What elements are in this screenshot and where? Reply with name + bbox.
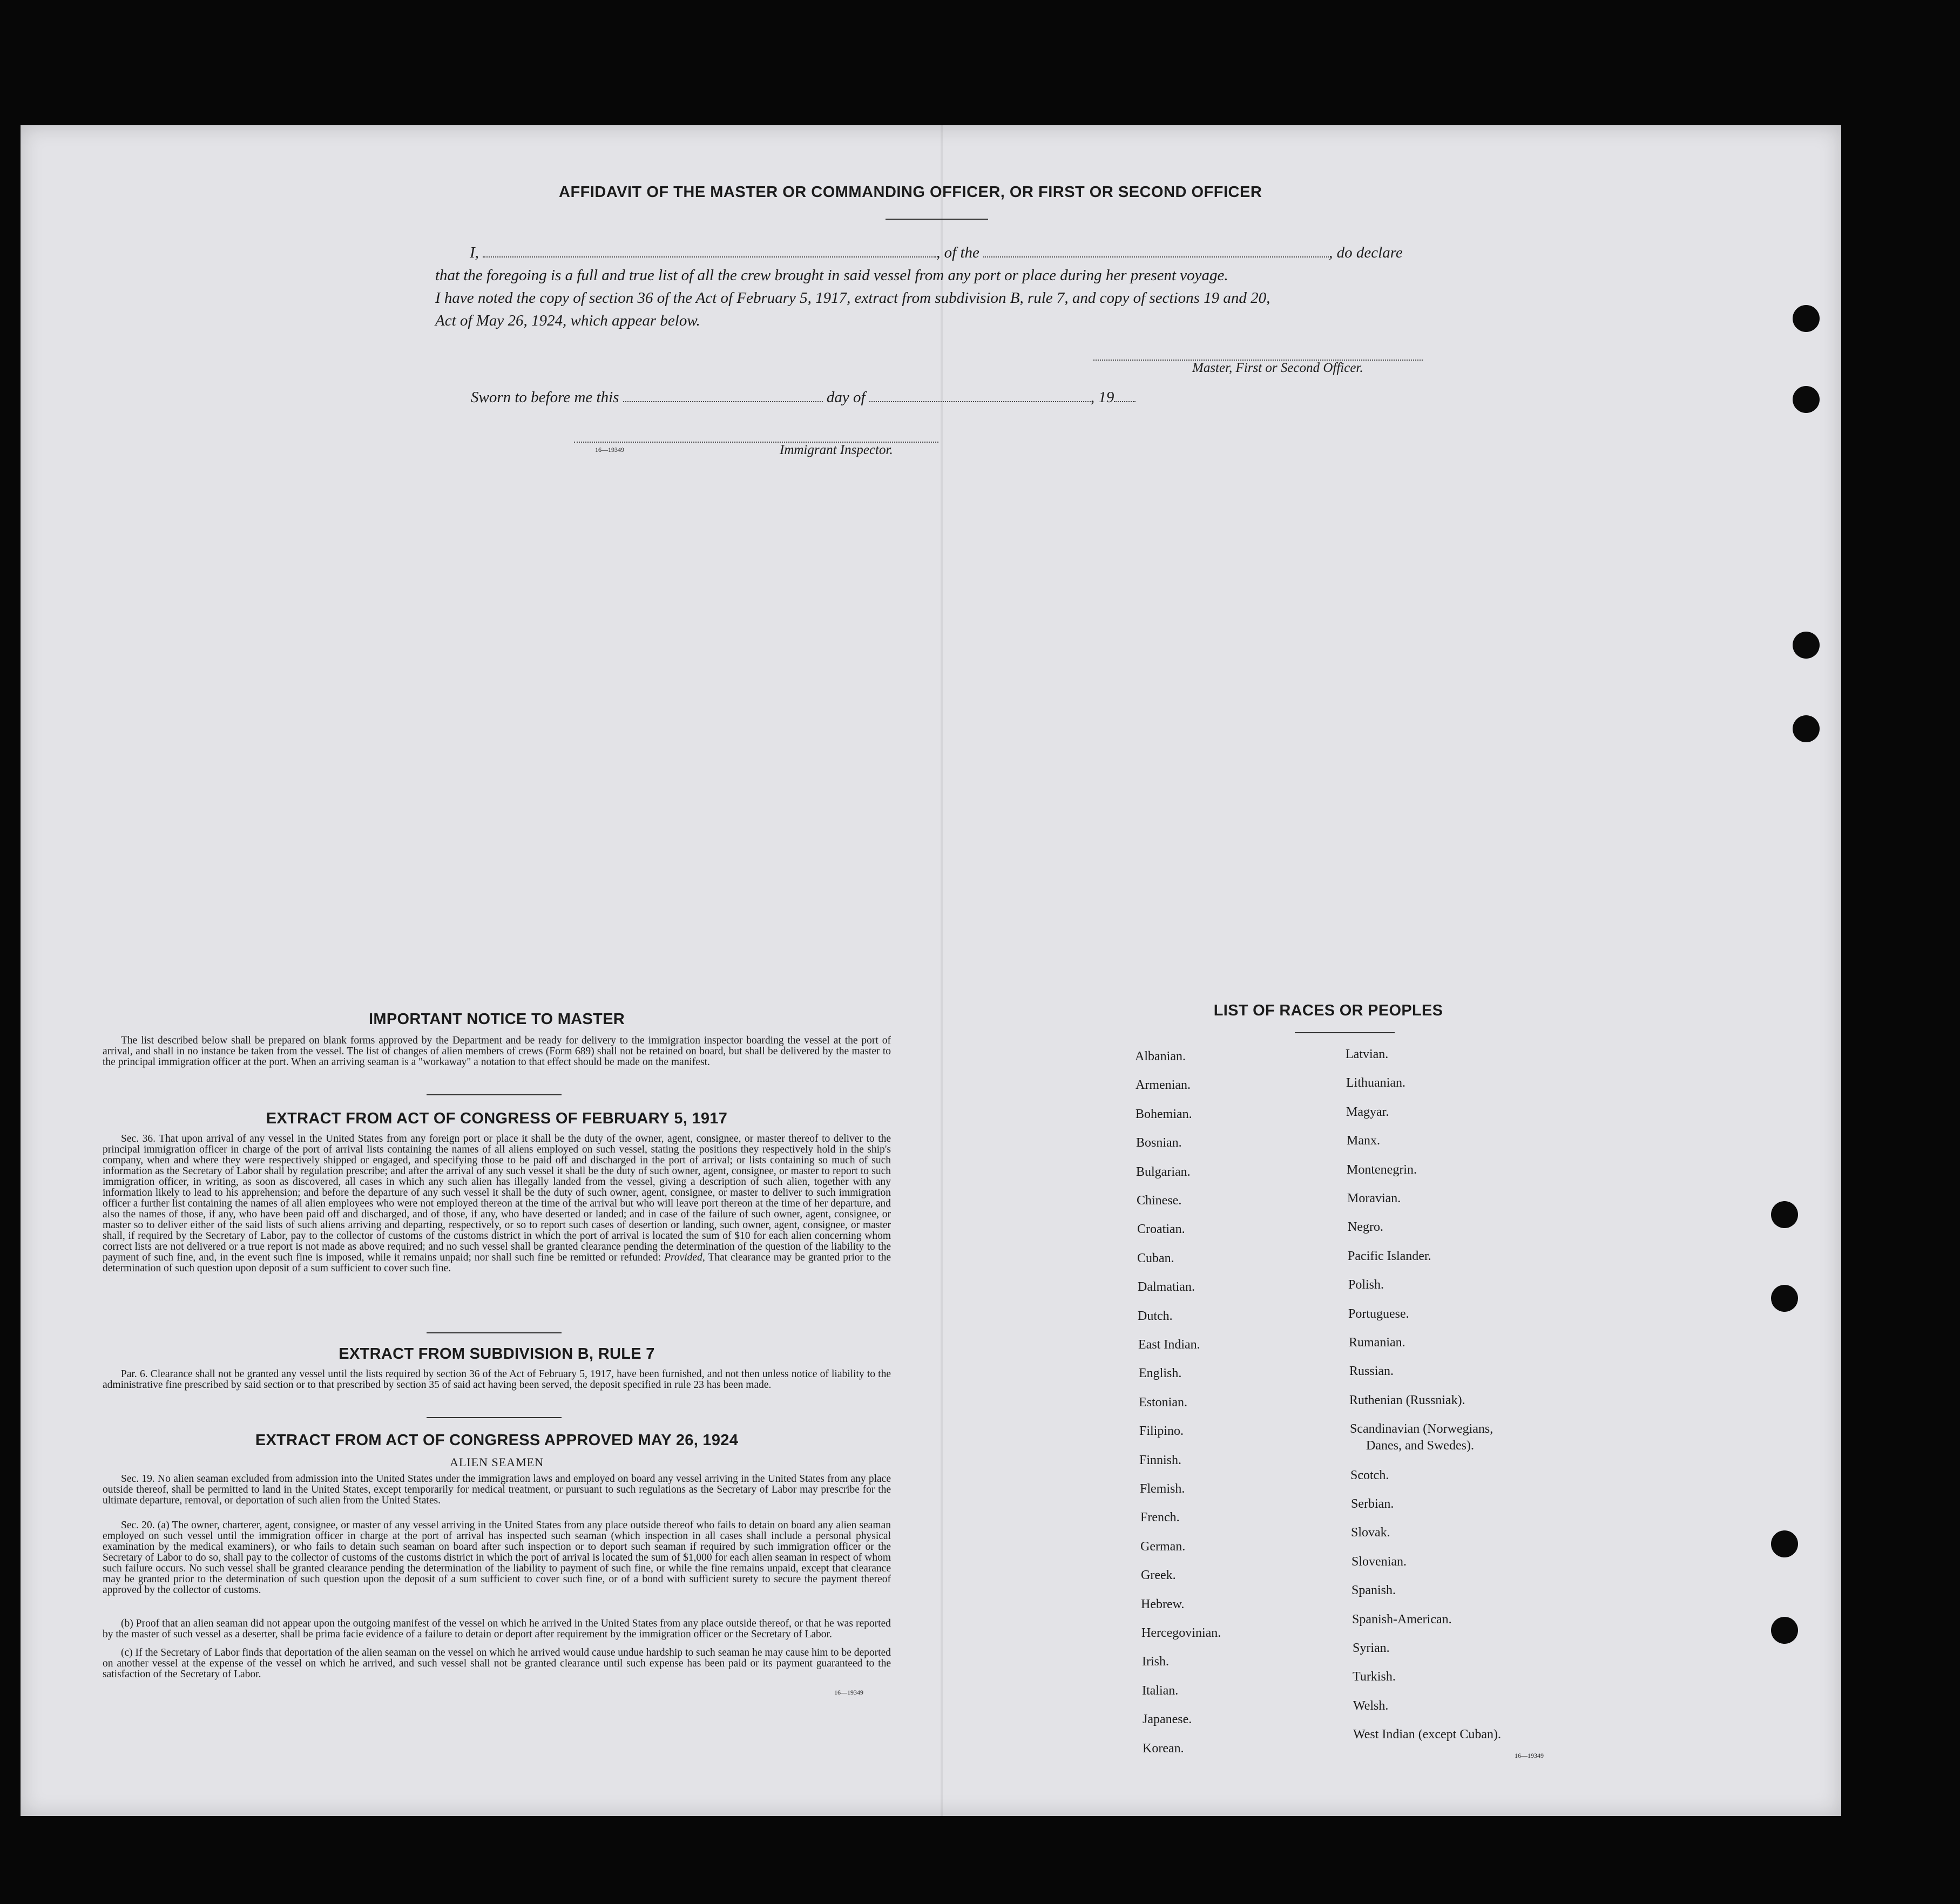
race-item: Dutch. [1138,1309,1173,1323]
race-item: Croatian. [1137,1222,1185,1237]
affidavit-heading: AFFIDAVIT OF THE MASTER OR COMMANDING OFFICER, OR FIRST OR SECOND OFFICER [559,184,1262,201]
act-1917-tail: That clearance may be granted prior to the determination of such question upon deposit of a sum sufficient to cover such fine. [103,1252,891,1274]
act-1917-text [103,1134,891,1274]
affidavit-line-2: that the foregoing is a full and true list of all the crew brought in said vessel from any port or place during her present voyage. [435,267,1228,284]
punch-hole [1793,632,1820,659]
act-1917-heading: EXTRACT FROM ACT OF CONGRESS OF FEBRUARY 5, 1917 [266,1110,728,1127]
race-item: Spanish-American. [1352,1612,1452,1627]
act-1917-provided: Provided, [664,1252,705,1263]
act-1917-body: That upon arrival of any vessel in the United States from any foreign port or place it shall be the duty of the owner, agent, consignee, or master thereof to deliver to the principal immigration officer in charge of the port of arrival lists containing the names of all aliens employed on such vessel, stating the positions they respectively hold in the ship's company, when and where they were respectively shipped or engaged, and specifying those to be paid off and discharged in the port of arrival; or lists containing so much of such information as the Secretary of Labor shall by regulation prescribe; and after the arrival of any such vessel it shall be the duty of such owner, agent, consignee, or master to report to such immigration officer, in writing, as soon as discovered, all cases in which any such alien has illegally landed from the vessel, giving a description of such alien, together with any information likely to lead to his apprehension; and before the departure of any such vessel it shall be the duty of such owner, agent, consignee, or master to deliver to such immigration officer a further list containing the names of all alien employees who were not employed thereon at the time of the arrival but who will leave port thereon at the time of her departure, and also the names of those, if any, who have been paid off and discharged, and of those, if any, who have deserted or landed; and in case of the failure of such owner, agent, consignee, or master so to deliver either of the said lists of such aliens arriving and departing, respectively, or so to report such cases of desertion or landing, such owner, agent, consignee, or master shall, if required by the Secretary of Labor, pay to the collector of customs of the customs district in which the port of arrival is located the sum of $10 for each alien concerning whom correct lists are not delivered or a true report is not made as above required; and no such vessel shall be granted clearance pending the determination of the question of the liability to the payment of such fine, and, in the event such fine is imposed, while it remains unpaid; nor shall such fine be remitted or refunded: [103,1133,891,1263]
punch-hole [1771,1285,1798,1312]
race-item: Hercegovinian. [1141,1626,1221,1640]
races-heading: LIST OF RACES OR PEOPLES [1213,1002,1443,1019]
race-item: Filipino. [1139,1424,1184,1439]
race-item: Hebrew. [1141,1597,1185,1611]
sec-20b-text: (b) Proof that an alien seaman did not appear upon the outgoing manifest of the vessel on which he arrived in the United States from any place outside thereof, or that he was reported by the master of such vessel as a deserter, shall be prima facie evidence of a failure to detain or deport after requirement by the immigration officer or the Secretary of Labor. [103,1618,891,1640]
day-of-label: day of [826,389,866,406]
race-item: Ruthenian (Russniak). [1349,1393,1465,1407]
race-item: Armenian. [1136,1078,1191,1093]
punch-hole [1793,386,1820,413]
divider [1295,1032,1395,1033]
race-item: Greek. [1141,1568,1176,1583]
sworn-year-blank[interactable] [1114,390,1136,402]
form-number: 16—19349 [1515,1752,1544,1759]
race-item: Albanian. [1135,1049,1186,1063]
race-item: Turkish. [1353,1670,1396,1684]
rule-7-text: Par. 6. Clearance shall not be granted any vessel until the lists required by section 36 of the Act of February 5, 1917, have been furnished, and not then unless notice of liability to the administrative fine prescribed by said section or to that prescribed by section 35 of said act having been served, the deposit specified in rule 23 has been made. [103,1368,891,1391]
punch-hole [1771,1201,1798,1228]
divider [427,1094,562,1095]
inspector-label: Immigrant Inspector. [780,443,893,457]
alien-seamen-subheading: ALIEN SEAMEN [450,1455,544,1469]
race-item: Slovak. [1351,1526,1390,1540]
race-item: Spanish. [1351,1583,1396,1598]
act-1924-heading: EXTRACT FROM ACT OF CONGRESS APPROVED MAY 26, 1924 [255,1432,739,1449]
year-label: , 19 [1090,389,1114,406]
race-item: Russian. [1349,1364,1394,1379]
race-item: Manx. [1347,1134,1380,1148]
sworn-month-blank[interactable] [869,390,1091,402]
race-item: German. [1140,1539,1186,1554]
sec-20a-text: Sec. 20. (a) The owner, charterer, agent, consignee, or master of any vessel arriving in the United States from any place outside thereof who fails to detain on board any alien seaman employed on such vessel until the immigration officer in charge at the port of arrival has inspected such seaman (which inspection in all cases shall include a personal physical examination by the medical examiners), or who fails to detain such seaman on board after such inspection or to deport such seaman if required by such immigration officer or the Secretary of Labor to do so, shall pay to the collector of customs of the customs district in which the port of arrival is located the sum of $1,000 for each alien seaman in respect of whom such failure occurs. No such vessel shall be granted clearance pending the determination of the liability to payment of such fine, or while the fine remains unpaid, except that clearance may be granted prior to the determination of such question upon the deposit of a sum sufficient to cover such fine, or of a bond with sufficient surety to secure the payment thereof approved by the collector of customs. [103,1520,891,1596]
race-item: English. [1139,1366,1182,1381]
race-item: French. [1140,1510,1180,1525]
divider [886,219,988,220]
vessel-blank[interactable] [983,246,1329,258]
race-item: Portuguese. [1348,1306,1409,1321]
divider [427,1417,562,1418]
race-item: Flemish. [1140,1482,1185,1496]
sworn-day-blank[interactable] [623,390,823,402]
race-item: Negro. [1348,1220,1383,1235]
affidavit-line-1 [470,244,1403,262]
notice-heading: IMPORTANT NOTICE TO MASTER [369,1011,625,1028]
race-item: Bulgarian. [1136,1164,1191,1179]
race-item: Chinese. [1137,1194,1182,1208]
punch-hole [1771,1530,1798,1557]
name-blank[interactable] [483,246,936,258]
sworn-label: Sworn to before me this [471,389,619,406]
act-1917-sec-label: Sec. 36. [121,1133,156,1144]
sworn-line [471,389,1136,406]
race-item: Welsh. [1353,1698,1389,1713]
race-item: Slovenian. [1351,1554,1407,1569]
race-item: Moravian. [1347,1191,1401,1205]
race-item: Rumanian. [1349,1336,1405,1350]
rule-7-heading: EXTRACT FROM SUBDIVISION B, RULE 7 [339,1345,655,1363]
divider [427,1332,562,1333]
race-item: Dalmatian. [1138,1280,1195,1295]
race-item: Montenegrin. [1347,1162,1417,1177]
form-number: 16—19349 [834,1689,863,1696]
do-declare-label: , do declare [1329,244,1403,261]
affidavit-i-label: I, [470,244,479,261]
race-item: Cuban. [1137,1251,1174,1265]
affidavit-line-3: I have noted the copy of section 36 of the Act of February 5, 1917, extract from subdivision B, rule 7, and copy of sections 19 and 20, [435,289,1270,307]
race-item: Scotch. [1350,1468,1389,1482]
race-item: Korean. [1143,1741,1184,1756]
race-item: Danes, and Swedes). [1366,1438,1474,1453]
race-item: Serbian. [1351,1497,1394,1511]
race-item: Lithuanian. [1346,1076,1405,1090]
race-item: Irish. [1142,1655,1169,1669]
sec-20c-text: (c) If the Secretary of Labor finds that deportation of the alien seaman on the vessel on which he arrived would cause undue hardship to such seaman he may cause him to be deported on another vessel at the expense of the vessel on which he arrived, and such vessel shall not be granted clearance until such expense has been paid or its payment guaranteed to the satisfaction of the Secretary of Labor. [103,1647,891,1680]
race-item: Polish. [1348,1278,1384,1292]
sec-19-text: Sec. 19. No alien seaman excluded from admission into the United States under the immigration laws and employed on board any vessel arriving in the United States from any place outside thereof, shall be permitted to land in the United States, except temporarily for medical treatment, or pursuant to such regulations as the Secretary of Labor may prescribe for the ultimate departure, removal, or deportation of such alien from the United States. [103,1473,891,1506]
notice-text: The list described below shall be prepared on blank forms approved by the Department and be ready for delivery to the immigration inspector boarding the vessel at the port of arrival, and shall in no instance be taken from the vessel. The list of changes of alien members of crews (Form 689) shall not be retained on board, but shall be delivered by the master to the principal immigration officer at the port. When an arriving seaman is a "workaway" a notation to that effect should be made on the manifest. [103,1035,891,1068]
race-item: Bosnian. [1136,1136,1182,1150]
race-item: Scandinavian (Norwegians, [1350,1422,1493,1437]
race-item: Pacific Islander. [1348,1249,1431,1263]
race-item: Finnish. [1139,1453,1182,1467]
race-item: Bohemian. [1136,1107,1192,1121]
page-fold [941,125,943,1816]
punch-hole [1793,715,1820,742]
race-item: Estonian. [1139,1395,1187,1410]
race-item: West Indian (except Cuban). [1353,1727,1501,1742]
master-signature-label: Master, First or Second Officer. [1192,361,1363,375]
race-item: Latvian. [1346,1047,1389,1061]
race-item: Syrian. [1353,1641,1390,1655]
form-number: 16—19349 [595,446,624,453]
punch-hole [1771,1617,1798,1644]
race-item: Magyar. [1346,1105,1389,1119]
race-item: Japanese. [1143,1712,1192,1727]
punch-hole [1793,305,1820,332]
affidavit-line-4: Act of May 26, 1924, which appear below. [435,312,700,329]
race-item: Italian. [1142,1683,1179,1698]
race-item: East Indian. [1138,1338,1200,1352]
of-the-label: , of the [936,244,979,261]
